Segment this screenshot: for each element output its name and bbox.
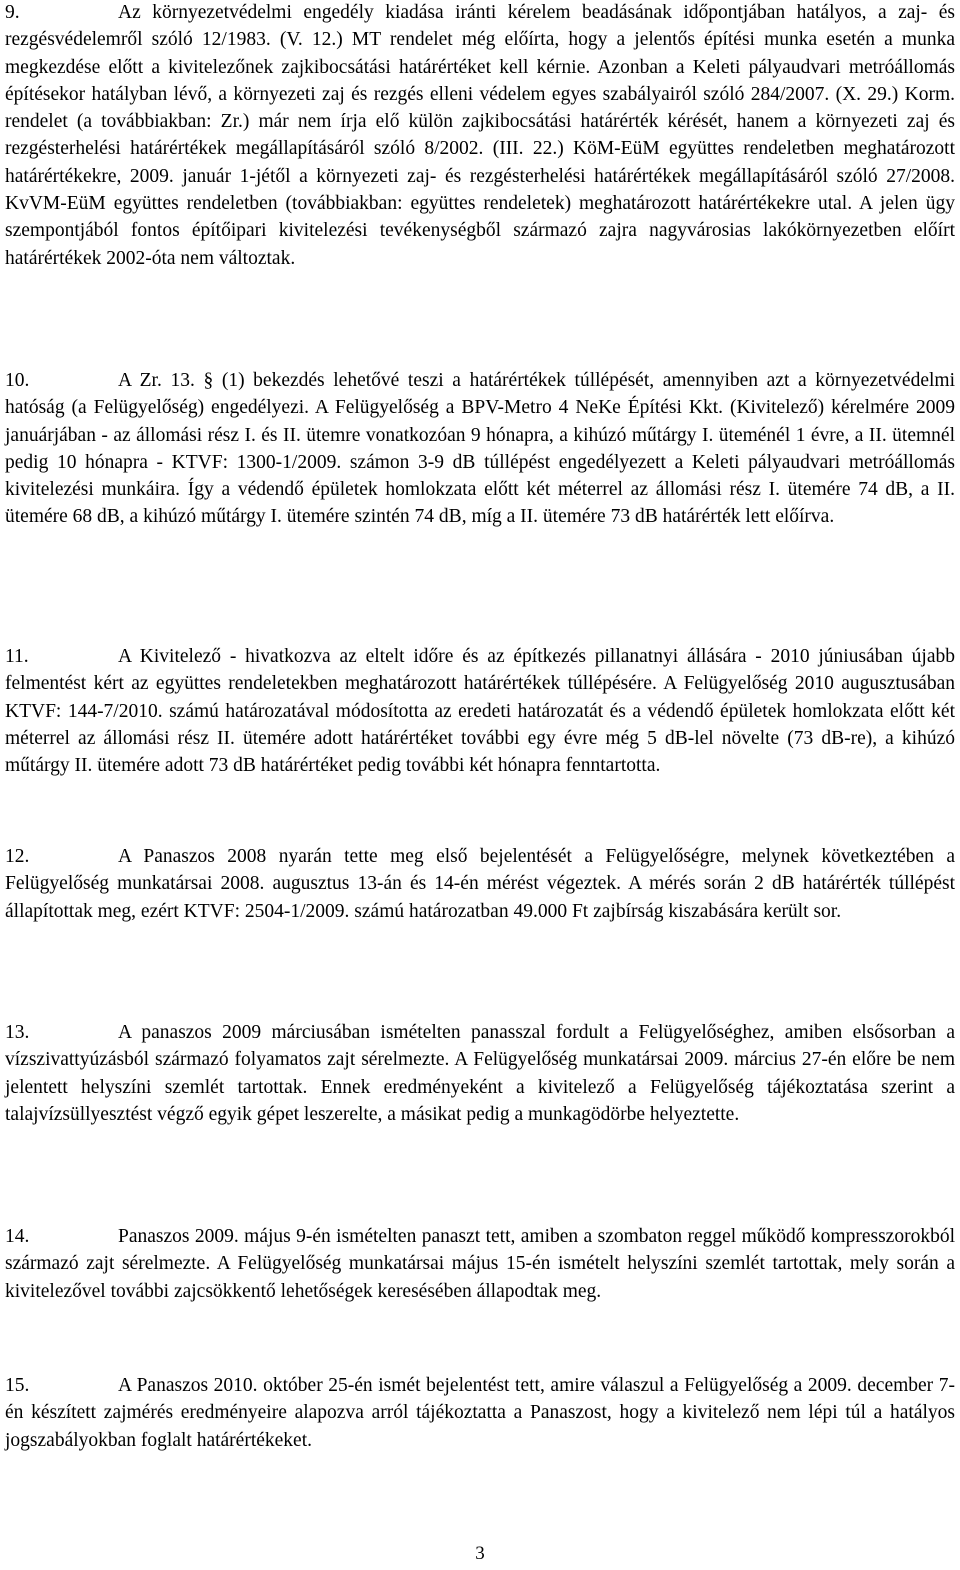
paragraph-text: A Panaszos 2010. október 25-én ismét bejelentést tett, amire válaszul a Felügyelőség a 2009. december 7-én készített zajmérés eredményeire alapozva arról tájékoztatta a Panaszost, hogy a kivitelező nem lépi túl a hatályos jogszabályokban foglalt határértékeket.: [5, 1375, 955, 1451]
paragraph-number: 11.: [5, 646, 29, 667]
paragraph-text: A Kivitelező - hivatkozva az eltelt időre és az építkezés pillanatnyi állására - 2010 júniusában újabb felmentést kért az együttes rendeletekben meghatározott határértékek túllépésére. A Felügyelőség 2010 augusztusában KTVF: 144-7/2010. számú határozatával módosította az eredeti határozatát és a védendő épületek homlokzata előtt két méterrel az állomási rész II. ütemére adott határértéket további egy évre még 5 dB-lel növelte (73 dB-re), a kihúzó műtárgy II. ütemére adott 73 dB határértéket pedig további két hónapra fenntartotta.: [5, 646, 955, 777]
paragraph-text: A panaszos 2009 márciusában ismételten panasszal fordult a Felügyelőséghez, amiben elsősorban a vízszivattyúzásból származó folyamatos zajt sérelmezte. A Felügyelőség munkatársai 2009. március 27-én előre be nem jelentett helyszíni szemlét tartottak. Ennek eredményeként a kivitelező a Felügyelőség tájékoztatása szerint a talajvízsüllyesztést végző egyik gépet leszerelte, a másikat pedig a munkagödörbe helyeztette.: [5, 1022, 955, 1125]
paragraph-number: 15.: [5, 1375, 30, 1396]
paragraph-12: [5, 843, 955, 925]
paragraph-text: A Zr. 13. § (1) bekezdés lehetővé teszi a határértékek túllépését, amennyiben azt a környezetvédelmi hatóság (a Felügyelőség) engedélyezi. A Felügyelőség a BPV-Metro 4 NeKe Építési Kkt. (Kivitelező) kérelmére 2009 januárjában - az állomási rész I. és II. ütemre vonatkozóan 9 hónapra, a kihúzó műtárgy I. üteménél 1 évre, a II. ütemnél pedig 10 hónapra - KTVF: 1300-1/2009. számon 3-9 dB túllépést engedélyezett a Keleti pályaudvari metróállomás kivitelezési munkáira. Így a védendő épületek homlokzata előtt két méterrel az állomási rész I. ütemére 74 dB, a II. ütemére 68 dB, a kihúzó műtárgy I. ütemére szintén 74 dB, míg a II. ütemére 73 dB határérték lett előírva.: [5, 370, 955, 528]
paragraph-14: [5, 1223, 955, 1305]
paragraph-10: [5, 367, 955, 531]
paragraph-number: 14.: [5, 1226, 30, 1247]
paragraph-text: Panaszos 2009. május 9-én ismételten panaszt tett, amiben a szombaton reggel működő kompresszorokból származó zajt sérelmezte. A Felügyelőség munkatársai május 15-én ismételt helyszíni szemlét tartottak, mely során a kivitelezővel további zajcsökkentő lehetőségek keresésében állapodtak meg.: [5, 1226, 955, 1302]
paragraph-number: 10.: [5, 370, 30, 391]
paragraph-number: 13.: [5, 1022, 30, 1043]
page-number: 3: [475, 1543, 485, 1564]
paragraph-11: [5, 643, 955, 779]
paragraph-text: A Panaszos 2008 nyarán tette meg első bejelentését a Felügyelőségre, melynek következtében a Felügyelőség munkatársai 2008. augusztus 13-án és 14-én mérést végeztek. A mérés során 2 dB határérték túllépést állapítottak meg, ezért KTVF: 2504-1/2009. számú határozatban 49.000 Ft zajbírság kiszabására került sor.: [5, 846, 955, 922]
paragraph-number: 9.: [5, 2, 20, 23]
paragraph-15: [5, 1372, 955, 1454]
paragraph-13: [5, 1019, 955, 1128]
paragraph-number: 12.: [5, 846, 30, 867]
paragraph-text: Az környezetvédelmi engedély kiadása iránti kérelem beadásának időpontjában hatályos, a zaj- és rezgésvédelemről szóló 12/1983. (V. 12.) MT rendelet még előírta, hogy a jelentős építési munka esetén a munka megkezdése előtt a kivitelezőnek zajkibocsátási határértéket kell kérnie. Azonban a Keleti pályaudvari metróállomás építésekor hatályban lévő, a környezeti zaj és rezgés elleni védelem egyes szabályairól szóló 284/2007. (X. 29.) Korm. rendelet (a továbbiakban: Zr.) már nem írja elő külön zajkibocsátási határérték kérését, hanem a környezeti zaj és rezgésterhelési határértékek megállapításáról szóló 8/2002. (III. 22.) KöM-EüM együttes rendeletben meghatározott határértékekre, 2009. január 1-jétől a környezeti zaj- és rezgésterhelési határértékek megállapításáról szóló 27/2008. KvVM-EüM együttes rendeletben (továbbiakban: együttes rendeletek) meghatározott határértékekre utal. A jelen ügy szempontjából fontos építőipari kivitelezési tevékenységből származó zajra nagyvárosias lakókörnyezetben előírt határértékek 2002-óta nem változtak.: [5, 2, 955, 269]
paragraph-9: [5, 0, 955, 272]
